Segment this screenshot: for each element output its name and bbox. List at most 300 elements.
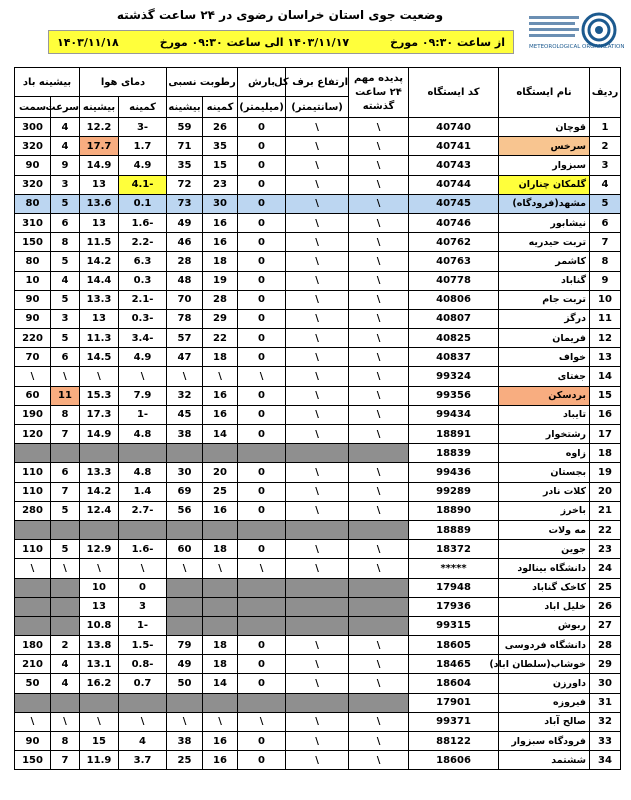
phenomenon-cell: \ — [349, 137, 409, 156]
temp-max-cell: 13.6 — [80, 194, 119, 213]
rain-cell: 0 — [238, 463, 286, 482]
phenomenon-cell: \ — [349, 386, 409, 405]
snow-cell: \ — [286, 674, 349, 693]
header-rain: بارش — [238, 68, 286, 97]
station-name-cell: مه ولات — [499, 520, 590, 539]
table-row — [15, 751, 621, 770]
temp-max-cell: 13.3 — [80, 290, 119, 309]
station-name-cell: فرودگاه سبزوار — [499, 732, 590, 751]
humidity-max-cell: 56 — [167, 501, 203, 520]
snow-cell: \ — [286, 712, 349, 731]
temp-max-cell: 11.9 — [80, 751, 119, 770]
header-station-name: نام ایستگاه — [499, 68, 590, 118]
temp-max-cell: 12.2 — [80, 118, 119, 137]
humidity-max-cell: 71 — [167, 137, 203, 156]
wind-speed-cell: 6 — [51, 348, 80, 367]
snow-cell: \ — [286, 751, 349, 770]
table-row — [15, 501, 621, 520]
temp-min-cell: 0.1 — [119, 194, 167, 213]
wind-direction-cell: \ — [15, 712, 51, 731]
station-code-cell: 18890 — [409, 501, 499, 520]
temp-max-cell: 17.3 — [80, 405, 119, 424]
snow-cell: \ — [286, 367, 349, 386]
table-row — [15, 271, 621, 290]
temp-min-cell: 0.3 — [119, 271, 167, 290]
wind-speed-cell: \ — [51, 367, 80, 386]
snow-cell: \ — [286, 732, 349, 751]
phenomenon-cell: \ — [349, 348, 409, 367]
snow-cell: \ — [286, 425, 349, 444]
header-temp-min: کمینه — [119, 97, 167, 118]
wind-speed-cell: 5 — [51, 252, 80, 271]
rain-cell: 0 — [238, 674, 286, 693]
wind-direction-cell: 90 — [15, 290, 51, 309]
temp-max-cell: 13 — [80, 175, 119, 194]
wind-direction-cell: 180 — [15, 636, 51, 655]
row-number: 24 — [590, 559, 621, 578]
phenomenon-cell: \ — [349, 712, 409, 731]
station-code-cell: 17936 — [409, 597, 499, 616]
row-number: 31 — [590, 693, 621, 712]
humidity-min-cell — [203, 693, 238, 712]
temp-max-cell: 15 — [80, 732, 119, 751]
station-name-cell: خلیل اباد — [499, 597, 590, 616]
rain-cell: \ — [238, 367, 286, 386]
station-name-cell: فریمان — [499, 329, 590, 348]
temp-max-cell: 14.2 — [80, 252, 119, 271]
temp-max-cell: 13.8 — [80, 636, 119, 655]
phenomenon-cell: \ — [349, 118, 409, 137]
humidity-min-cell: 16 — [203, 405, 238, 424]
snow-cell: \ — [286, 156, 349, 175]
table-row — [15, 578, 621, 597]
temp-max-cell: 13 — [80, 597, 119, 616]
station-name-cell: جوین — [499, 540, 590, 559]
row-number: 2 — [590, 137, 621, 156]
wind-speed-cell: 3 — [51, 175, 80, 194]
temp-min-cell: \ — [119, 712, 167, 731]
station-code-cell: 40825 — [409, 329, 499, 348]
station-name-cell: تربت جام — [499, 290, 590, 309]
wind-direction-cell: 150 — [15, 233, 51, 252]
row-number: 12 — [590, 329, 621, 348]
row-number: 30 — [590, 674, 621, 693]
station-code-cell: 40745 — [409, 194, 499, 213]
table-row — [15, 597, 621, 616]
humidity-min-cell: 22 — [203, 329, 238, 348]
temp-max-cell: 15.3 — [80, 386, 119, 405]
table-row — [15, 309, 621, 328]
wind-speed-cell — [51, 578, 80, 597]
humidity-max-cell: 59 — [167, 118, 203, 137]
table-row — [15, 540, 621, 559]
humidity-max-cell: 28 — [167, 252, 203, 271]
wind-direction-cell: 110 — [15, 540, 51, 559]
wind-speed-cell: \ — [51, 712, 80, 731]
station-name-cell: فیروزه — [499, 693, 590, 712]
row-number: 11 — [590, 309, 621, 328]
station-code-cell: 18839 — [409, 444, 499, 463]
date-from-label: از ساعت ۰۹:۳۰ مورخ — [390, 35, 505, 49]
station-name-cell: داورزن — [499, 674, 590, 693]
temp-max-cell: 14.2 — [80, 482, 119, 501]
station-code-cell: 17901 — [409, 693, 499, 712]
humidity-max-cell: 49 — [167, 213, 203, 232]
temp-min-cell: 3 — [119, 597, 167, 616]
table-row — [15, 137, 621, 156]
station-code-cell: 40778 — [409, 271, 499, 290]
humidity-min-cell — [203, 444, 238, 463]
temp-min-cell: 4.8 — [119, 463, 167, 482]
station-name-cell: ربوش — [499, 616, 590, 635]
humidity-min-cell: 35 — [203, 137, 238, 156]
temp-min-cell: -4.1 — [119, 175, 167, 194]
temp-min-cell: 1.7 — [119, 137, 167, 156]
snow-cell: \ — [286, 290, 349, 309]
phenomenon-cell: \ — [349, 501, 409, 520]
rain-cell — [238, 597, 286, 616]
station-name-cell: کلات نادر — [499, 482, 590, 501]
temp-max-cell: 11.5 — [80, 233, 119, 252]
rain-cell: 0 — [238, 252, 286, 271]
humidity-min-cell: 20 — [203, 463, 238, 482]
rain-cell: 0 — [238, 137, 286, 156]
snow-cell: \ — [286, 636, 349, 655]
rain-cell: 0 — [238, 290, 286, 309]
header-wind-speed: سرعت — [51, 97, 80, 118]
station-code-cell: 40806 — [409, 290, 499, 309]
humidity-max-cell: \ — [167, 367, 203, 386]
wind-direction-cell: 220 — [15, 329, 51, 348]
wind-direction-cell: 90 — [15, 309, 51, 328]
station-name-cell: گلمکان چناران — [499, 175, 590, 194]
phenomenon-cell: \ — [349, 655, 409, 674]
table-row — [15, 348, 621, 367]
wind-speed-cell: 9 — [51, 156, 80, 175]
temp-max-cell: \ — [80, 712, 119, 731]
temp-max-cell: 11.3 — [80, 329, 119, 348]
weather-table — [14, 67, 621, 770]
temp-max-cell: \ — [80, 559, 119, 578]
row-number: 18 — [590, 444, 621, 463]
row-number: 7 — [590, 233, 621, 252]
table-row — [15, 463, 621, 482]
temp-max-cell: 14.4 — [80, 271, 119, 290]
table-row — [15, 732, 621, 751]
table-row — [15, 290, 621, 309]
rain-cell: 0 — [238, 156, 286, 175]
wind-direction-cell: 110 — [15, 482, 51, 501]
temp-max-cell: 10 — [80, 578, 119, 597]
phenomenon-cell: \ — [349, 674, 409, 693]
humidity-min-cell: \ — [203, 712, 238, 731]
snow-cell: \ — [286, 559, 349, 578]
row-number: 32 — [590, 712, 621, 731]
phenomenon-cell: \ — [349, 482, 409, 501]
snow-cell — [286, 520, 349, 539]
temp-min-cell: 7.9 — [119, 386, 167, 405]
station-code-cell: 40807 — [409, 309, 499, 328]
phenomenon-cell: \ — [349, 732, 409, 751]
station-code-cell: 99436 — [409, 463, 499, 482]
rain-cell: 0 — [238, 655, 286, 674]
wind-speed-cell: 8 — [51, 233, 80, 252]
station-code-cell: 40743 — [409, 156, 499, 175]
temp-max-cell: 13.3 — [80, 463, 119, 482]
humidity-min-cell: 18 — [203, 348, 238, 367]
row-number: 9 — [590, 271, 621, 290]
wind-direction-cell: 310 — [15, 213, 51, 232]
table-row — [15, 559, 621, 578]
temp-min-cell: 0.7 — [119, 674, 167, 693]
temp-min-cell: 3.7 — [119, 751, 167, 770]
table-row — [15, 252, 621, 271]
wind-speed-cell: 8 — [51, 732, 80, 751]
snow-cell: \ — [286, 309, 349, 328]
humidity-min-cell: 26 — [203, 118, 238, 137]
wind-speed-cell: 5 — [51, 194, 80, 213]
temp-min-cell: 4.9 — [119, 156, 167, 175]
header-rain-unit: (میلیمتر) — [238, 97, 286, 118]
station-name-cell: باخرز — [499, 501, 590, 520]
humidity-min-cell: 18 — [203, 252, 238, 271]
wind-direction-cell: 70 — [15, 348, 51, 367]
temp-min-cell: \ — [119, 559, 167, 578]
phenomenon-cell: \ — [349, 751, 409, 770]
temp-min-cell — [119, 444, 167, 463]
station-name-cell: تربت حیدریه — [499, 233, 590, 252]
wind-speed-cell: 4 — [51, 118, 80, 137]
wind-direction-cell: 150 — [15, 751, 51, 770]
row-number: 16 — [590, 405, 621, 424]
wind-direction-cell — [15, 616, 51, 635]
snow-cell: \ — [286, 482, 349, 501]
row-number: 17 — [590, 425, 621, 444]
row-number: 6 — [590, 213, 621, 232]
phenomenon-cell: \ — [349, 636, 409, 655]
header-temp-max: بیشینه — [80, 97, 119, 118]
wind-speed-cell: 4 — [51, 137, 80, 156]
humidity-min-cell: 16 — [203, 501, 238, 520]
phenomenon-cell — [349, 693, 409, 712]
humidity-min-cell: 18 — [203, 540, 238, 559]
table-row — [15, 636, 621, 655]
temp-min-cell: 0 — [119, 578, 167, 597]
temp-max-cell — [80, 693, 119, 712]
rain-cell: 0 — [238, 425, 286, 444]
table-row — [15, 386, 621, 405]
date-range-bar — [48, 30, 514, 54]
temp-min-cell — [119, 693, 167, 712]
station-code-cell: 18372 — [409, 540, 499, 559]
wind-speed-cell: 5 — [51, 290, 80, 309]
wind-speed-cell: 7 — [51, 482, 80, 501]
header-station-code: کد ایستگاه — [409, 68, 499, 118]
phenomenon-cell: \ — [349, 425, 409, 444]
temp-max-cell: 13.1 — [80, 655, 119, 674]
wind-speed-cell — [51, 520, 80, 539]
station-name-cell: کاخک گناباد — [499, 578, 590, 597]
table-row — [15, 482, 621, 501]
phenomenon-cell: \ — [349, 367, 409, 386]
humidity-min-cell: 18 — [203, 655, 238, 674]
station-code-cell: 99289 — [409, 482, 499, 501]
humidity-min-cell: 15 — [203, 156, 238, 175]
station-code-cell: 99356 — [409, 386, 499, 405]
rain-cell — [238, 578, 286, 597]
station-code-cell: 99371 — [409, 712, 499, 731]
station-code-cell: 40837 — [409, 348, 499, 367]
temp-min-cell: -0.8 — [119, 655, 167, 674]
humidity-max-cell: 78 — [167, 309, 203, 328]
temp-max-cell: 14.9 — [80, 156, 119, 175]
table-row — [15, 156, 621, 175]
row-number: 10 — [590, 290, 621, 309]
humidity-max-cell: 72 — [167, 175, 203, 194]
humidity-min-cell: 16 — [203, 213, 238, 232]
rain-cell — [238, 520, 286, 539]
humidity-min-cell: 14 — [203, 674, 238, 693]
temp-max-cell: 12.4 — [80, 501, 119, 520]
humidity-max-cell — [167, 520, 203, 539]
wind-direction-cell — [15, 578, 51, 597]
table-row — [15, 118, 621, 137]
wind-speed-cell — [51, 444, 80, 463]
phenomenon-cell — [349, 520, 409, 539]
snow-cell: \ — [286, 540, 349, 559]
header-humidity-max: بیشینه — [167, 97, 203, 118]
temp-min-cell: -1.6 — [119, 213, 167, 232]
wind-speed-cell — [51, 616, 80, 635]
humidity-min-cell — [203, 520, 238, 539]
phenomenon-cell: \ — [349, 463, 409, 482]
temp-min-cell — [119, 520, 167, 539]
rain-cell: 0 — [238, 540, 286, 559]
station-code-cell: ***** — [409, 559, 499, 578]
rain-cell: 0 — [238, 732, 286, 751]
row-number: 5 — [590, 194, 621, 213]
station-name-cell: رشتخوار — [499, 425, 590, 444]
humidity-min-cell — [203, 578, 238, 597]
humidity-max-cell: 69 — [167, 482, 203, 501]
snow-cell: \ — [286, 137, 349, 156]
snow-cell: \ — [286, 655, 349, 674]
station-name-cell: گناباد — [499, 271, 590, 290]
header-wind-direction: سمت — [15, 97, 51, 118]
humidity-max-cell — [167, 597, 203, 616]
station-name-cell: قوچان — [499, 118, 590, 137]
table-row — [15, 693, 621, 712]
station-code-cell: 99434 — [409, 405, 499, 424]
station-name-cell: درگز — [499, 309, 590, 328]
row-number: 22 — [590, 520, 621, 539]
station-code-cell: 18891 — [409, 425, 499, 444]
row-number: 28 — [590, 636, 621, 655]
wind-direction-cell: 120 — [15, 425, 51, 444]
snow-cell: \ — [286, 175, 349, 194]
humidity-max-cell: \ — [167, 559, 203, 578]
temp-max-cell: 10.8 — [80, 616, 119, 635]
row-number: 29 — [590, 655, 621, 674]
row-number: 33 — [590, 732, 621, 751]
table-row — [15, 175, 621, 194]
temp-max-cell: 14.9 — [80, 425, 119, 444]
snow-cell: \ — [286, 118, 349, 137]
humidity-max-cell: 70 — [167, 290, 203, 309]
humidity-max-cell: 60 — [167, 540, 203, 559]
header-phenomenon: پدیده مهم ۲۴ ساعت گذشته — [349, 68, 409, 118]
station-code-cell: 40740 — [409, 118, 499, 137]
temp-max-cell: 16.2 — [80, 674, 119, 693]
temp-max-cell: 17.7 — [80, 137, 119, 156]
wind-direction-cell: 110 — [15, 463, 51, 482]
table-row — [15, 444, 621, 463]
humidity-max-cell — [167, 616, 203, 635]
snow-cell: \ — [286, 194, 349, 213]
rain-cell: 0 — [238, 175, 286, 194]
temp-min-cell: 4.9 — [119, 348, 167, 367]
humidity-max-cell: 49 — [167, 655, 203, 674]
snow-cell: \ — [286, 501, 349, 520]
wind-direction-cell — [15, 444, 51, 463]
row-number: 14 — [590, 367, 621, 386]
wind-speed-cell: 2 — [51, 636, 80, 655]
table-body — [15, 118, 621, 770]
wind-direction-cell: 210 — [15, 655, 51, 674]
temp-max-cell — [80, 520, 119, 539]
humidity-max-cell — [167, 578, 203, 597]
header-humidity-min: کمینه — [203, 97, 238, 118]
row-number: 21 — [590, 501, 621, 520]
station-code-cell: 40744 — [409, 175, 499, 194]
phenomenon-cell: \ — [349, 540, 409, 559]
table-row — [15, 520, 621, 539]
humidity-min-cell: 16 — [203, 751, 238, 770]
table-row — [15, 213, 621, 232]
station-name-cell: کاشمر — [499, 252, 590, 271]
temp-min-cell: 1.4 — [119, 482, 167, 501]
header-wind: بیشینه باد — [15, 68, 80, 97]
snow-cell: \ — [286, 252, 349, 271]
wind-direction-cell: 50 — [15, 674, 51, 693]
rain-cell — [238, 444, 286, 463]
station-name-cell: بردسکن — [499, 386, 590, 405]
humidity-min-cell: \ — [203, 559, 238, 578]
temp-max-cell: 13 — [80, 309, 119, 328]
temp-min-cell: -0.3 — [119, 309, 167, 328]
rain-cell: \ — [238, 712, 286, 731]
humidity-max-cell: 73 — [167, 194, 203, 213]
table-row — [15, 616, 621, 635]
phenomenon-cell: \ — [349, 213, 409, 232]
humidity-min-cell: 16 — [203, 233, 238, 252]
temp-max-cell — [80, 444, 119, 463]
humidity-max-cell — [167, 444, 203, 463]
rain-cell: 0 — [238, 213, 286, 232]
snow-cell: \ — [286, 405, 349, 424]
station-code-cell: 40762 — [409, 233, 499, 252]
wind-speed-cell: 3 — [51, 309, 80, 328]
rain-cell: 0 — [238, 482, 286, 501]
phenomenon-cell: \ — [349, 252, 409, 271]
row-number: 20 — [590, 482, 621, 501]
humidity-max-cell: 47 — [167, 348, 203, 367]
row-number: 13 — [590, 348, 621, 367]
wind-direction-cell: \ — [15, 367, 51, 386]
row-number: 19 — [590, 463, 621, 482]
humidity-max-cell: 57 — [167, 329, 203, 348]
wind-speed-cell: 7 — [51, 425, 80, 444]
